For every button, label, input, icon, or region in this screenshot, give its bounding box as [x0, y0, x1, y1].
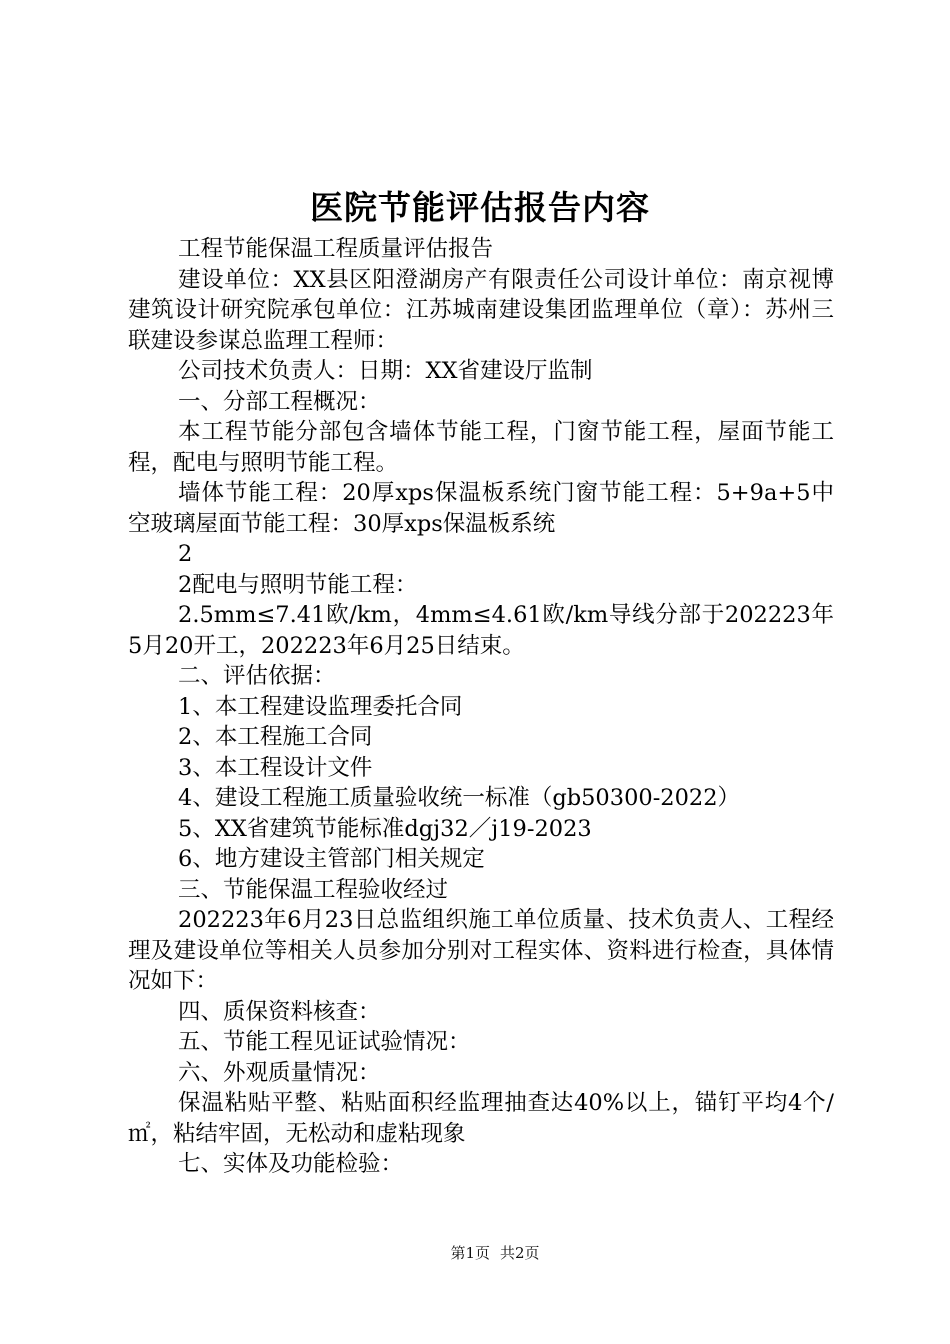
page-footer	[0, 1243, 950, 1263]
paragraph: 建设单位：XX县区阳澄湖房产有限责任公司设计单位：南京视博建筑设计研究院承包单位：江苏城南建设集团监理单位（章）：苏州三联建设参谋总监理工程师：	[128, 266, 834, 354]
paragraph: 工程节能保温工程质量评估报告	[178, 236, 494, 262]
paragraph: 保温粘贴平整、粘贴面积经监理抽查达40%以上，锚钉平均4个/㎡，粘结牢固，无松动和虚粘现象	[128, 1090, 834, 1147]
section-heading: 一、分部工程概况：	[178, 388, 381, 415]
section-heading: 二、评估依据：	[178, 663, 336, 689]
section-heading: 三、节能保温工程验收经过	[178, 876, 449, 903]
list-item: 5、XX省建筑节能标准dgj32／j19-2023	[178, 815, 592, 842]
document-title: 医院节能评估报告内容	[310, 188, 650, 227]
section-heading: 六、外观质量情况：	[178, 1059, 381, 1086]
list-item: 2、本工程施工合同	[178, 724, 373, 750]
section-heading: 五、节能工程见证试验情况：	[178, 1029, 471, 1055]
paragraph: 2.5mm≤7.41欧/km，4mm≤4.61欧/km导线分部于202223年5月20开工，202223年6月25日结束。	[128, 602, 834, 659]
list-item: 4、建设工程施工质量验收统一标准（gb50300-2022）	[178, 785, 741, 811]
paragraph: 2	[178, 541, 193, 567]
section-heading: 四、质保资料核查：	[178, 998, 381, 1025]
document-body	[128, 234, 834, 1180]
paragraph: 本工程节能分部包含墙体节能工程，门窗节能工程，屋面节能工程，配电与照明节能工程。	[128, 419, 834, 476]
list-item: 1、本工程建设监理委托合同	[178, 693, 463, 720]
paragraph: 墙体节能工程：20厚xps保温板系统门窗节能工程：5+9a+5中空玻璃屋面节能工程：30厚xps保温板系统	[128, 480, 834, 537]
paragraph: 202223年6月23日总监组织施工单位质量、技术负责人、工程经理及建设单位等相关人员参加分别对工程实体、资料进行检查，具体情况如下：	[128, 907, 834, 994]
paragraph: 2配电与照明节能工程：	[178, 571, 418, 598]
page-total: 共2页	[500, 1244, 540, 1262]
section-heading: 七、实体及功能检验：	[178, 1151, 404, 1177]
list-item: 3、本工程设计文件	[178, 754, 373, 781]
paragraph: 公司技术负责人：日期：XX省建设厅监制	[178, 358, 593, 384]
page-number: 第1页	[450, 1244, 490, 1262]
list-item: 6、地方建设主管部门相关规定	[178, 846, 485, 872]
